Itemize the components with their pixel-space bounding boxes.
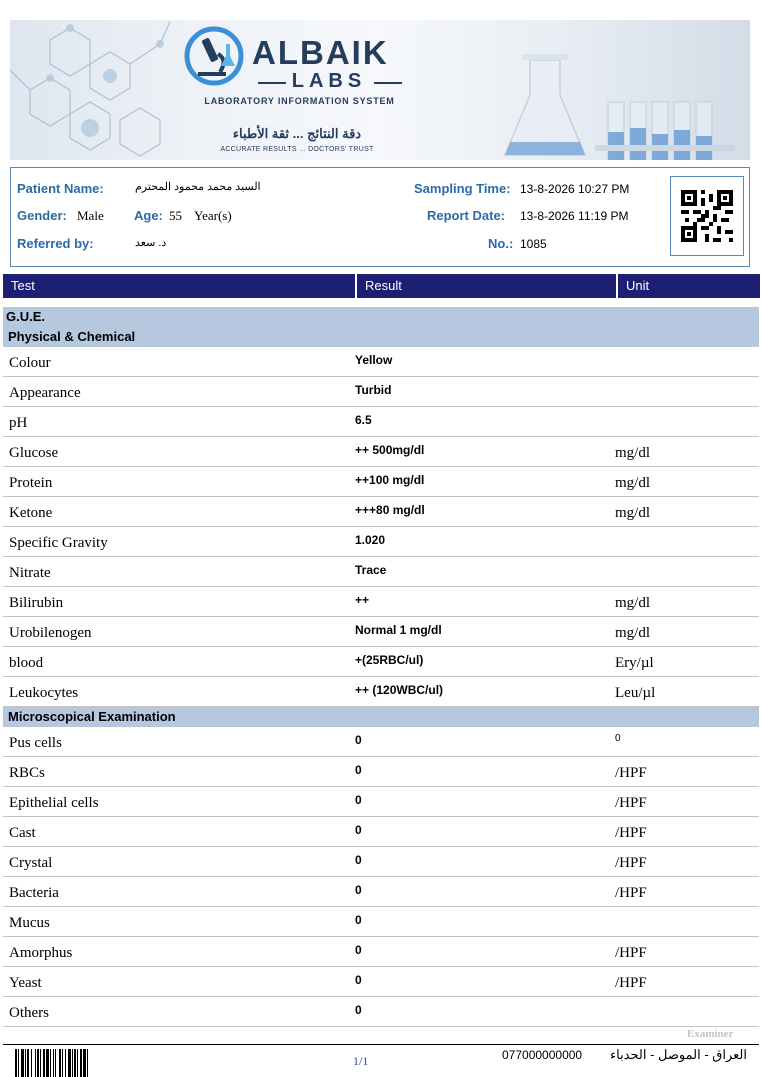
- table-row: [3, 557, 759, 587]
- test-result: 0: [355, 1003, 362, 1017]
- table-row: [3, 847, 759, 877]
- table-row: [3, 407, 759, 437]
- sampling-time-value: 13-8-2026 10:27 PM: [520, 182, 630, 196]
- age-value: 55: [169, 208, 182, 223]
- table-row: [3, 497, 759, 527]
- table-row: [3, 647, 759, 677]
- age-label: Age:: [134, 208, 163, 223]
- system-name: LABORATORY INFORMATION SYSTEM: [204, 96, 395, 106]
- test-name: Bacteria: [9, 885, 59, 901]
- divider: [374, 82, 402, 84]
- microscopical-rows: [3, 727, 759, 1027]
- group-title-physical: Physical & Chemical: [3, 327, 759, 347]
- test-result: Turbid: [355, 383, 392, 397]
- table-row: [3, 377, 759, 407]
- test-name: Cast: [9, 825, 36, 841]
- test-result: ++100 mg/dl: [355, 473, 425, 487]
- lab-phone: 077000000000: [502, 1048, 583, 1062]
- test-result: 0: [355, 763, 362, 777]
- results-table-header: [3, 274, 760, 298]
- report-date-value: 13-8-2026 11:19 PM: [520, 209, 629, 223]
- test-unit: /HPF: [615, 765, 647, 781]
- table-row: [3, 817, 759, 847]
- report-date-label: Report Date:: [427, 208, 506, 223]
- table-row: [3, 967, 759, 997]
- test-result: +++80 mg/dl: [355, 503, 425, 517]
- report-number-label: No.:: [488, 236, 514, 251]
- report-number-value: 1085: [520, 237, 547, 251]
- patient-info-box: [10, 167, 750, 267]
- test-result: Yellow: [355, 353, 393, 367]
- table-row: [3, 437, 759, 467]
- test-result: +(25RBC/ul): [355, 653, 424, 667]
- table-row: [3, 787, 759, 817]
- test-unit: mg/dl: [615, 445, 651, 461]
- test-name: Colour: [9, 355, 51, 371]
- test-unit: mg/dl: [615, 475, 651, 491]
- examiner-label: Examiner: [687, 1028, 734, 1040]
- test-name: Urobilenogen: [9, 625, 92, 641]
- section-title: G.U.E.: [3, 307, 759, 327]
- test-name: Leukocytes: [9, 685, 79, 701]
- barcode-icon: [15, 1049, 160, 1077]
- column-header-result: Result: [357, 274, 618, 298]
- test-result: 6.5: [355, 413, 372, 427]
- test-result: Trace: [355, 563, 387, 577]
- footer-divider: [3, 1044, 759, 1045]
- test-name: Appearance: [9, 385, 81, 401]
- test-unit: /HPF: [615, 855, 647, 871]
- referred-label: Referred by:: [17, 236, 94, 251]
- test-result: ++ (120WBC/ul): [355, 683, 444, 697]
- test-unit: mg/dl: [615, 595, 651, 611]
- table-row: [3, 907, 759, 937]
- test-name: Protein: [9, 475, 53, 491]
- gender-value: Male: [77, 208, 104, 223]
- test-unit: 0: [615, 733, 621, 744]
- test-name: blood: [9, 655, 44, 671]
- test-name: Yeast: [9, 975, 42, 991]
- test-result: 0: [355, 733, 362, 747]
- patient-name-label: Patient Name:: [17, 181, 104, 196]
- test-unit: /HPF: [615, 825, 647, 841]
- test-name: Glucose: [9, 445, 59, 461]
- column-header-unit: Unit: [626, 278, 650, 293]
- table-row: [3, 997, 759, 1027]
- test-unit: /HPF: [615, 885, 647, 901]
- test-result: ++: [355, 593, 370, 607]
- test-unit: Ery/µl: [615, 655, 654, 671]
- albaik-logo: [182, 26, 412, 156]
- table-row: [3, 757, 759, 787]
- qr-code-icon: [681, 189, 733, 243]
- test-result: 0: [355, 943, 362, 957]
- test-name: Others: [9, 1005, 49, 1021]
- brand-name: ALBAIK: [252, 34, 389, 71]
- test-unit: Leu/µl: [615, 685, 656, 701]
- table-row: [3, 877, 759, 907]
- table-row: [3, 587, 759, 617]
- column-header-test: Test: [3, 274, 357, 298]
- test-name: RBCs: [9, 765, 45, 781]
- qr-code: [670, 176, 744, 256]
- test-result: 0: [355, 823, 362, 837]
- test-name: Pus cells: [9, 735, 62, 751]
- test-result: 0: [355, 973, 362, 987]
- table-row: [3, 937, 759, 967]
- test-result: 0: [355, 883, 362, 897]
- table-row: [3, 617, 759, 647]
- test-name: Epithelial cells: [9, 795, 99, 811]
- microscope-logo-icon: [182, 26, 246, 88]
- test-result: 0: [355, 853, 362, 867]
- test-name: Nitrate: [9, 565, 51, 581]
- test-name: Bilirubin: [9, 595, 64, 611]
- brand-subtitle: LABS: [291, 70, 367, 92]
- referred-value: د. سعد: [135, 237, 167, 249]
- test-name: Mucus: [9, 915, 50, 931]
- sampling-time-label: Sampling Time:: [414, 181, 511, 196]
- test-name: Ketone: [9, 505, 53, 521]
- test-unit: mg/dl: [615, 505, 651, 521]
- test-unit: /HPF: [615, 975, 647, 991]
- table-row: [3, 527, 759, 557]
- test-result: 1.020: [355, 533, 386, 547]
- table-row: [3, 467, 759, 497]
- test-name: Crystal: [9, 855, 53, 871]
- lab-banner: [10, 20, 750, 160]
- page-number: 1/1: [353, 1054, 369, 1068]
- lab-address: العراق - الموصل - الحدباء: [610, 1047, 747, 1062]
- table-row: [3, 677, 759, 707]
- slogan-arabic: دقة النتائج ... ثقة الأطباء: [232, 126, 362, 141]
- test-result: 0: [355, 793, 362, 807]
- test-result: 0: [355, 913, 362, 927]
- table-row: [3, 347, 759, 377]
- test-result: ++ 500mg/dl: [355, 443, 425, 457]
- age-unit: Year(s): [194, 208, 232, 223]
- slogan-english: ACCURATE RESULTS ... DOCTORS' TRUST: [220, 146, 374, 153]
- test-name: Amorphus: [9, 945, 73, 961]
- test-name: Specific Gravity: [9, 535, 108, 551]
- table-row: [3, 727, 759, 757]
- test-unit: mg/dl: [615, 625, 651, 641]
- gender-label: Gender:: [17, 208, 67, 223]
- group-title-microscopical: Microscopical Examination: [3, 707, 759, 727]
- test-unit: /HPF: [615, 795, 647, 811]
- patient-name-value: السيد محمد محمود المحترم: [135, 181, 261, 193]
- test-unit: /HPF: [615, 945, 647, 961]
- test-name: pH: [9, 415, 28, 431]
- test-result: Normal 1 mg/dl: [355, 623, 442, 637]
- physical-chemical-rows: [3, 347, 759, 707]
